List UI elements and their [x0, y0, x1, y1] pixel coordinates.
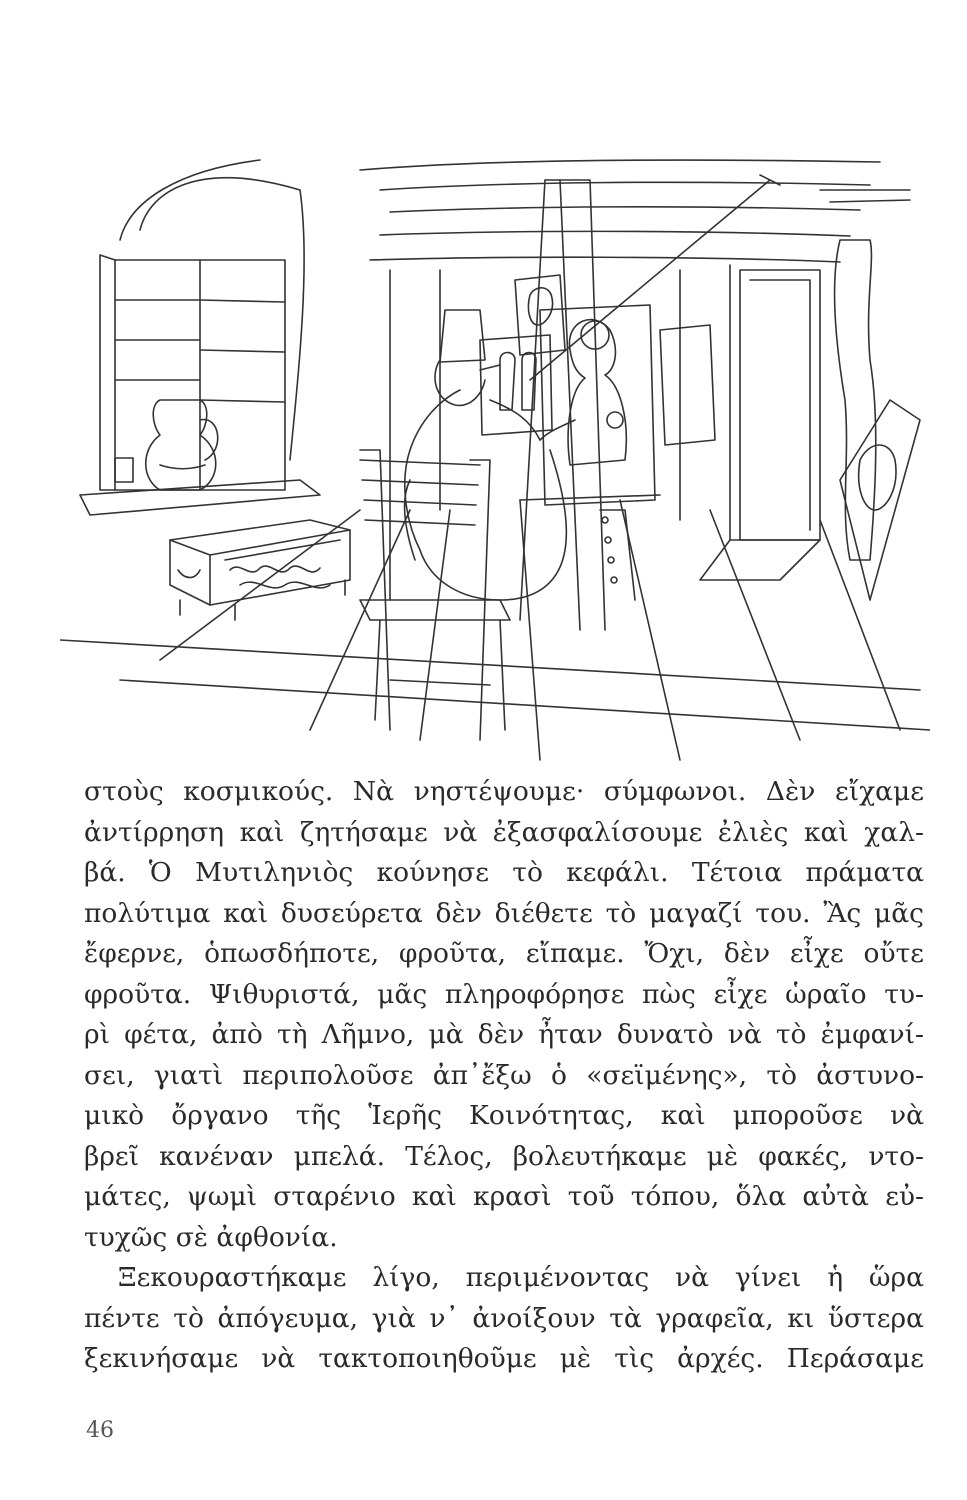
- text-line: στοὺς κοσμικούς. Νὰ νηστέψουμε· σύμφωνοι. Δὲν εἴχαμε: [84, 776, 924, 807]
- text-line: φροῦτα. Ψιθυριστά, μᾶς πληροφόρησε πὼς εἶχε ὡραῖο τυ-: [84, 978, 924, 1010]
- body-text: [84, 772, 924, 1380]
- text-line: πέντε τὸ ἀπόγευμα, γιὰ ν᾽ ἀνοίξουν τὰ γραφεῖα, κι ὕστερα: [84, 1302, 924, 1334]
- painter-studio-illustration: [60, 40, 930, 780]
- text-line: ξεκινήσαμε νὰ τακτοποιηθοῦμε μὲ τὶς ἀρχές. Περάσαμε: [84, 1343, 924, 1374]
- text-line: τυχῶς σὲ ἀφθονία.: [84, 1221, 338, 1253]
- text-line: βρεῖ κανέναν μπελά. Τέλος, βολευτήκαμε μὲ φακές, ντο-: [84, 1140, 924, 1172]
- text-line: Ξεκουραστήκαμε λίγο, περιμένοντας νὰ γίνει ἡ ὥρα: [118, 1262, 924, 1293]
- text-line: βά. Ὁ Μυτιληνιὸς κούνησε τὸ κεφάλι. Τέτοια πράματα: [84, 857, 924, 888]
- text-line: πολύτιμα καὶ δυσεύρετα δὲν διέθετε τὸ μαγαζί του. Ἂς μᾶς: [84, 897, 924, 929]
- text-line: μάτες, ψωμὶ σταρένιο καὶ κρασὶ τοῦ τόπου, ὅλα αὐτὰ εὐ-: [84, 1181, 924, 1212]
- text-line: σει, γιατὶ περιπολοῦσε ἀπ᾽ἔξω ὁ «σεϊμένης», τὸ ἀστυνο-: [84, 1059, 924, 1091]
- page-number: 46: [86, 1418, 114, 1443]
- text-line: ἀντίρρηση καὶ ζητήσαμε νὰ ἐξασφαλίσουμε ἐλιὲς καὶ χαλ-: [84, 816, 924, 848]
- text-line: ἔφερνε, ὁπωσδήποτε, φροῦτα, εἴπαμε. Ὄχι, δὲν εἶχε οὔτε: [84, 938, 924, 969]
- text-line: ρὶ φέτα, ἀπὸ τὴ Λῆμνο, μὰ δὲν ἦταν δυνατὸ νὰ τὸ ἐμφανί-: [84, 1019, 924, 1050]
- text-line: μικὸ ὄργανο τῆς Ἱερῆς Κοινότητας, καὶ μποροῦσε νὰ: [84, 1100, 924, 1131]
